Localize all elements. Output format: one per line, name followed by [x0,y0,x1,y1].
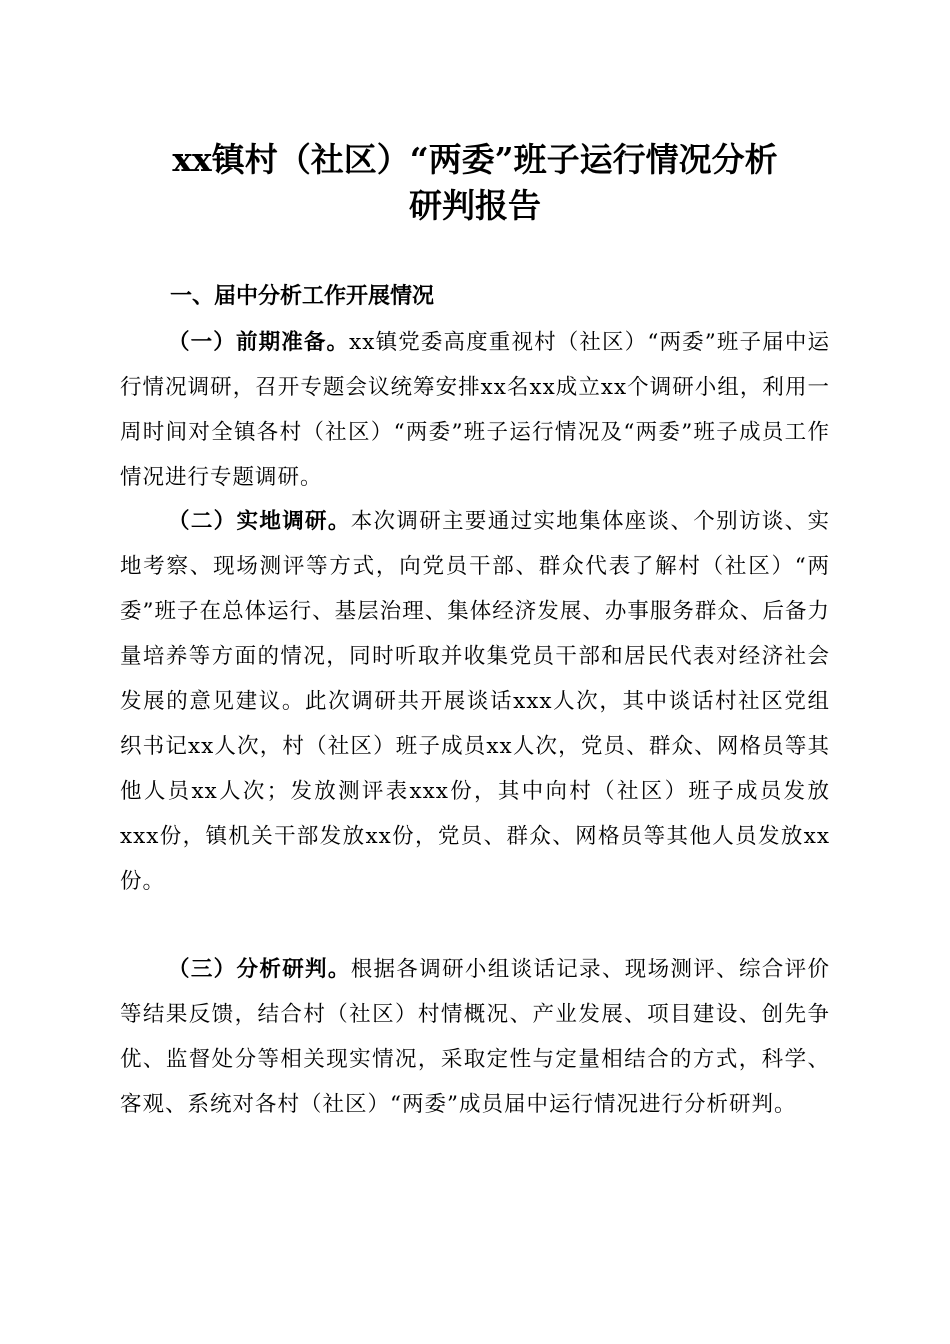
document-title-line-2: 研判报告 [409,186,541,225]
section-heading: 一、届中分析工作开展情况 [170,284,435,309]
paragraph-lead: （三）分析研判。 [168,957,351,982]
paragraph-lead: （一）前期准备。 [168,330,350,355]
document-title-line-1: xx镇村（社区）“两委”班子运行情况分析 [172,140,778,179]
paragraph-field-research [120,499,830,904]
paragraph-analysis [120,947,830,1127]
paragraph-body: 本次调研主要通过实地集体座谈、个别访谈、实地考察、现场测评等方式，向党员干部、群众代表了解村（社区）“两委”班子在总体运行、基层治理、集体经济发展、办事服务群众、后备力量培养等方面的情况，同时听取并收集党员干部和居民代表对经济社会发展的意见建议。此次调研共开展谈话xxx人次，其中谈话村社区党组织书记xx人次，村（社区）班子成员xx人次，党员、群众、网格员等其他人员xx人次；发放测评表xxx份，其中向村（社区）班子成员发放xxx份，镇机关干部发放xx份，党员、群众、网格员等其他人员发放xx份。 [120,509,830,894]
paragraph-body: 根据各调研小组谈话记录、现场测评、综合评价等结果反馈，结合村（社区）村情概况、产业发展、项目建设、创先争优、监督处分等相关现实情况，采取定性与定量相结合的方式，科学、客观、系统对各村（社区）“两委”成员届中运行情况进行分析研判。 [120,957,830,1117]
paragraph-body: xx镇党委高度重视村（社区）“两委”班子届中运行情况调研，召开专题会议统筹安排xx名xx成立xx个调研小组，利用一周时间对全镇各村（社区）“两委”班子运行情况及“两委”班子成员工作情况进行专题调研。 [120,330,830,490]
paragraph-lead: （二）实地调研。 [168,509,351,534]
paragraph-preparation [120,320,830,500]
